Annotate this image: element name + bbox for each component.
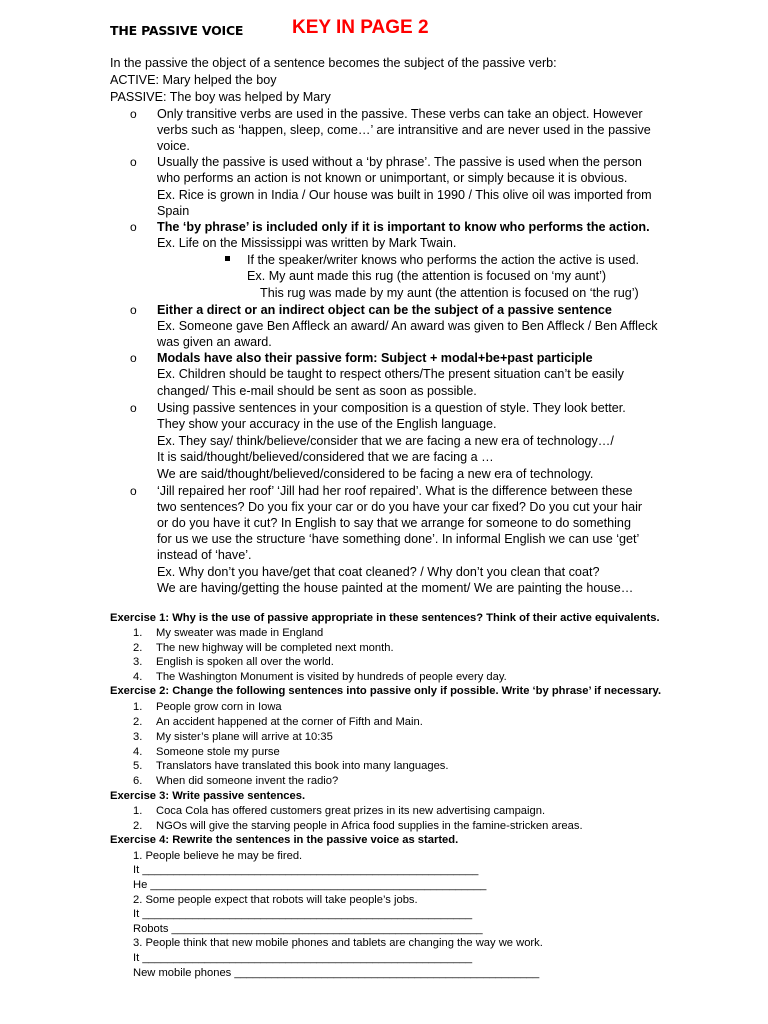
list-number: 5. (133, 760, 143, 772)
rule-2-line: who performs an action is not known or unimportant, or simply because it is obvious. (157, 171, 628, 185)
rule-3-sub: This rug was made by my aunt (the attention is focused on ‘the rug’) (260, 286, 639, 300)
answer-line[interactable]: He ______________________________________________________ (133, 879, 487, 891)
rule-3-sub: If the speaker/writer knows who performs the action the active is used. (247, 253, 639, 267)
rule-1-line: voice. (157, 139, 190, 153)
exercise-2-title: Exercise 2: Change the following sentences into passive only if possible. Write ‘by phrase’ if necessary. (110, 685, 662, 697)
rule-7-line: for us we use the structure ‘have something done’. In informal English we can use ‘get’ (157, 532, 640, 546)
square-bullet-icon (225, 256, 230, 261)
document-title: THE PASSIVE VOICE (110, 23, 244, 38)
rule-6-example: We are said/thought/believed/considered to be facing a new era of technology. (157, 467, 594, 481)
list-number: 3. (133, 656, 143, 668)
rule-5-line: Modals have also their passive form: Subject + modal+be+past participle (157, 351, 593, 365)
list-item: People grow corn in Iowa (156, 701, 282, 713)
exercise-4-prompt: 3. People think that new mobile phones and tablets are changing the way we work. (133, 937, 543, 949)
rule-2-example: Ex. Rice is grown in India / Our house was built in 1990 / This olive oil was imported from (157, 188, 652, 202)
intro-line: In the passive the object of a sentence becomes the subject of the passive verb: (110, 56, 557, 70)
exercise-3-title: Exercise 3: Write passive sentences. (110, 790, 306, 802)
list-item: Someone stole my purse (156, 746, 280, 758)
rule-3-sub: Ex. My aunt made this rug (the attention is focused on ‘my aunt’) (247, 269, 607, 283)
rule-1-line: Only transitive verbs are used in the passive. These verbs can take an object. However (157, 107, 643, 121)
key-note: KEY IN PAGE 2 (292, 17, 429, 38)
list-item: NGOs will give the starving people in Africa food supplies in the famine-stricken areas. (156, 820, 583, 832)
rule-7-example: Ex. Why don’t you have/get that coat cleaned? / Why don’t you clean that coat? (157, 565, 600, 579)
rule-7-example: We are having/getting the house painted at the moment/ We are painting the house… (157, 581, 634, 595)
rule-3-example: Ex. Life on the Mississippi was written by Mark Twain. (157, 236, 457, 250)
list-number: 4. (133, 746, 143, 758)
list-item: Translators have translated this book into many languages. (156, 760, 449, 772)
list-number: 6. (133, 775, 143, 787)
rule-6-example: Ex. They say/ think/believe/consider that we are facing a new era of technology…/ (157, 434, 614, 448)
rule-7-line: instead of ‘have’. (157, 548, 252, 562)
bullet-marker: o (130, 351, 137, 365)
rule-1-line: verbs such as ‘happen, sleep, come…’ are intransitive and are never used in the passive (157, 123, 651, 137)
rule-4-example: Ex. Someone gave Ben Affleck an award/ An award was given to Ben Affleck / Ben Affleck (157, 319, 658, 333)
list-number: 1. (133, 805, 143, 817)
rule-6-line: Using passive sentences in your composition is a question of style. They look better. (157, 401, 626, 415)
list-item: When did someone invent the radio? (156, 775, 339, 787)
list-item: An accident happened at the corner of Fifth and Main. (156, 716, 423, 728)
list-item: My sweater was made in England (156, 627, 324, 639)
rule-2-example: Spain (157, 204, 190, 218)
rule-7-line: two sentences? Do you fix your car or do you have your car fixed? Do you cut your hair (157, 500, 643, 514)
list-item: The Washington Monument is visited by hundreds of people every day. (156, 671, 507, 683)
rule-4-example: was given an award. (157, 335, 272, 349)
answer-line[interactable]: It ______________________________________________________ (133, 864, 479, 876)
bullet-marker: o (130, 155, 137, 169)
list-number: 2. (133, 716, 143, 728)
rule-7-line: or do you have it cut? In English to say that we arrange for someone to do something (157, 516, 631, 530)
answer-line[interactable]: Robots __________________________________________________ (133, 923, 483, 935)
list-number: 4. (133, 671, 143, 683)
answer-line[interactable]: It _____________________________________________________ (133, 952, 473, 964)
rule-5-example: changed/ This e-mail should be sent as soon as possible. (157, 384, 477, 398)
bullet-marker: o (130, 220, 137, 234)
rule-6-line: They show your accuracy in the use of the English language. (157, 417, 497, 431)
list-item: The new highway will be completed next month. (156, 642, 394, 654)
rule-6-example: It is said/thought/believed/considered that we are facing a … (157, 450, 494, 464)
intro-active: ACTIVE: Mary helped the boy (110, 73, 277, 87)
bullet-marker: o (130, 107, 137, 121)
bullet-marker: o (130, 303, 137, 317)
exercise-4-prompt: 1. People believe he may be fired. (133, 850, 303, 862)
exercise-1-title: Exercise 1: Why is the use of passive appropriate in these sentences? Think of their active equivalents. (110, 612, 660, 624)
intro-passive: PASSIVE: The boy was helped by Mary (110, 90, 331, 104)
exercise-4-title: Exercise 4: Rewrite the sentences in the passive voice as started. (110, 834, 459, 846)
list-item: English is spoken all over the world. (156, 656, 334, 668)
exercise-4-prompt: 2. Some people expect that robots will take people’s jobs. (133, 894, 418, 906)
answer-line[interactable]: It _____________________________________________________ (133, 908, 473, 920)
list-number: 2. (133, 642, 143, 654)
rule-5-example: Ex. Children should be taught to respect others/The present situation can’t be easily (157, 367, 624, 381)
list-number: 2. (133, 820, 143, 832)
rule-7-line: ‘Jill repaired her roof’ ‘Jill had her roof repaired’. What is the difference between these (157, 484, 633, 498)
list-item: My sister’s plane will arrive at 10:35 (156, 731, 333, 743)
rule-4-line: Either a direct or an indirect object can be the subject of a passive sentence (157, 303, 612, 317)
bullet-marker: o (130, 401, 137, 415)
rule-3-line: The ‘by phrase’ is included only if it is important to know who performs the action. (157, 220, 650, 234)
bullet-marker: o (130, 484, 137, 498)
list-number: 1. (133, 701, 143, 713)
answer-line[interactable]: New mobile phones _________________________________________________ (133, 967, 540, 979)
list-item: Coca Cola has offered customers great prizes in its new advertising campaign. (156, 805, 546, 817)
list-number: 3. (133, 731, 143, 743)
list-number: 1. (133, 627, 143, 639)
rule-2-line: Usually the passive is used without a ‘by phrase’. The passive is used when the person (157, 155, 642, 169)
